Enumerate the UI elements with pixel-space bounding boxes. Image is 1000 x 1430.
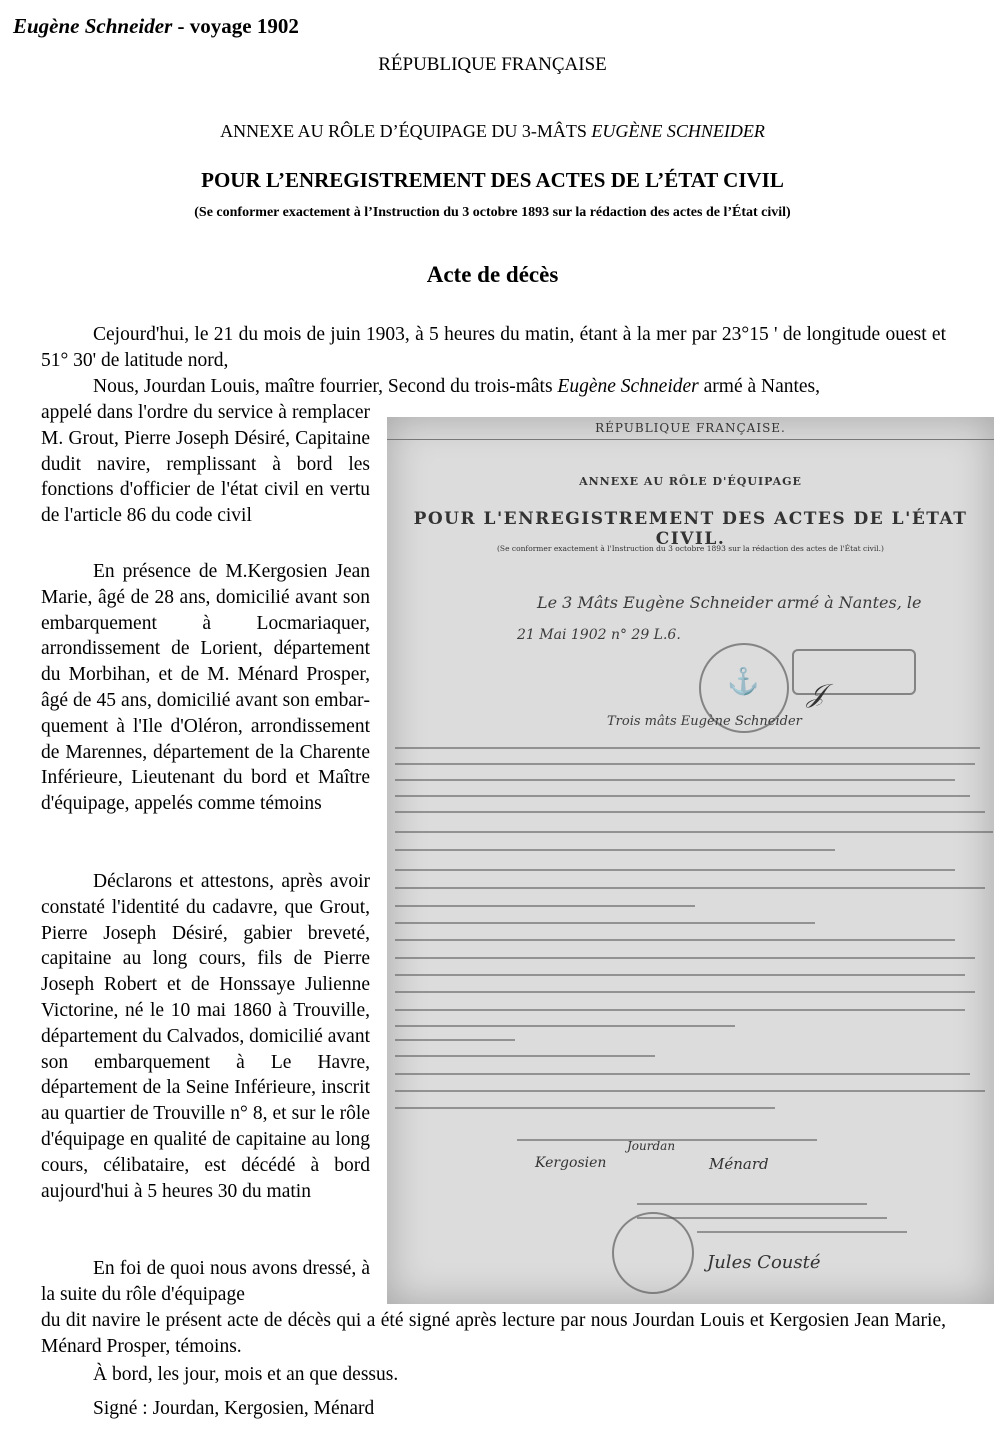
p2-post: armé à Nantes, (698, 376, 821, 397)
annexe-title (0, 121, 985, 142)
scan-writing-line (395, 1107, 775, 1109)
scan-writing-line (395, 939, 955, 941)
paragraph-4: Déclarons et attestons, après avoir constaté l'identité du cadavre, que Grout, Pierre Joseph Désiré, gabier breveté, capitaine au long cours, fils de Pierre Joseph Robert et de Honssaye Julienne Victorine, né le 10 mai 1860 à Trouville, département du Calvados, domicilié avant son embarquement à Le Havre, département de la Seine Inférieure, inscrit au quartier de Trouville n° 8, et sur le rôle d'équipage en qualité de capitaine au long cours, célibataire, est décédé à bord aujourd'hui à 5 heures 30 du matin (41, 871, 370, 1202)
p2-pre: Nous, Jourdan Louis, maître fourrier, Second du trois-mâts (93, 376, 558, 397)
paragraph-5-end: du dit navire le présent acte de décès qui a été signé après lecture par nous Jourdan Louis et Kergosien Jean Marie, Ménard Prosper, témoins. (41, 1310, 946, 1357)
scan-signature-consul: Jules Cousté (707, 1252, 821, 1273)
scan-writing-line (395, 922, 815, 924)
scan-writing-line (395, 779, 955, 781)
scan-writing-line (395, 831, 993, 833)
scan-writing-line (395, 1055, 655, 1057)
scan-writing-line (395, 1025, 735, 1027)
scan-writing-line (395, 869, 955, 871)
paragraph-5-start: En foi de quoi nous avons dressé, à la suite du rôle d'équipage (41, 1258, 370, 1305)
main-title: POUR L’ENREGISTREMENT DES ACTES DE L’ÉTAT CIVIL (201, 168, 784, 192)
scan-handwriting-1: Le 3 Mâts Eugène Schneider armé à Nantes, le (537, 593, 922, 612)
scan-signature-menard: Ménard (709, 1155, 769, 1173)
signature-line: Signé : Jourdan, Kergosien, Ménard (93, 1398, 375, 1419)
scan-writing-line (395, 1090, 985, 1092)
scan-handwriting-3: Trois mâts Eugène Schneider (607, 714, 802, 729)
paragraph-6: À bord, les jour, mois et an que dessus. (93, 1364, 399, 1385)
scan-writing-line (395, 957, 975, 959)
scan-writing-line (697, 1231, 907, 1233)
scan-consulate-stamp (612, 1212, 694, 1294)
scan-writing-line (395, 811, 985, 813)
scan-writing-line (395, 849, 835, 851)
paragraph-1: Cejourd'hui, le 21 du mois de juin 1903, à 5 heures du matin, étant à la mer par 23°15 ' de longitude ouest et 51° 30' de latitude nord, (41, 324, 946, 371)
scan-signature-top: 𝒥 (807, 679, 825, 709)
scan-signature-jourdan: Jourdan (627, 1139, 676, 1153)
scanned-document-image (387, 417, 994, 1304)
paragraph-2-continued: appelé dans l'ordre du service à remplacer M. Grout, Pierre Joseph Désiré, Capitaine dudit navire, remplissant à bord les fonctions d'officier de l'état civil en vertu de l'article 86 du code civil (41, 402, 370, 527)
scan-writing-line (395, 795, 970, 797)
scan-writing-line (395, 974, 965, 976)
scan-signature-kergosien: Kergosien (535, 1155, 607, 1171)
instruction-note: (Se conformer exactement à l’Instruction du 3 octobre 1893 sur la rédaction des actes de l’État civil) (194, 205, 791, 220)
paragraph-3: En présence de M.Kergosien Jean Marie, âgé de 28 ans, domicilié avant son embarquement à Locmariaquer, arrondissement de Lorient, département du Morbihan, et de M. Ménard Prosper, âgé de 45 ans, domicilié avant son embarquement à l'Ile d'Oléron, arrondissement de Marennes, département de la Charente Inférieure, Lieutenant du bord et Maître d'équipage, appelés comme témoins (41, 561, 370, 815)
header-ship-name: Eugène Schneider (13, 14, 173, 38)
scan-note: (Se conformer exactement à l'Instruction du 3 octobre 1893 sur la rédaction des actes de l'État civil.) (497, 544, 884, 553)
scan-rule (387, 439, 994, 440)
p2-ship: Eugène Schneider (557, 376, 699, 397)
scan-pour: POUR L'ENREGISTREMENT DES ACTES DE L'ÉTAT CIVIL. (413, 509, 968, 549)
document-header (13, 14, 299, 39)
paragraph-2-first-line (41, 374, 946, 400)
scan-annexe: ANNEXE AU RÔLE D'ÉQUIPAGE (579, 475, 802, 488)
scan-writing-line (395, 905, 695, 907)
anchor-icon: ⚓ (727, 667, 760, 696)
acte-title: Acte de décès (426, 262, 559, 287)
annexe-prefix: ANNEXE AU RÔLE D’ÉQUIPAGE DU 3-MÂTS (220, 121, 592, 141)
scan-writing-line (395, 1073, 970, 1075)
header-voyage: - voyage 1902 (172, 14, 299, 38)
republique-title: RÉPUBLIQUE FRANÇAISE (378, 54, 607, 75)
scan-writing-line (395, 1009, 965, 1011)
scan-republique: RÉPUBLIQUE FRANÇAISE. (595, 421, 786, 435)
scan-writing-line (395, 1039, 515, 1041)
scan-handwriting-2: 21 Mai 1902 n° 29 L.6. (517, 627, 681, 643)
scan-writing-line (637, 1203, 867, 1205)
annexe-ship: EUGÈNE SCHNEIDER (591, 121, 765, 141)
scan-writing-line (395, 763, 975, 765)
scan-writing-line (395, 887, 985, 889)
scan-writing-line (395, 747, 980, 749)
scan-writing-line (395, 991, 975, 993)
